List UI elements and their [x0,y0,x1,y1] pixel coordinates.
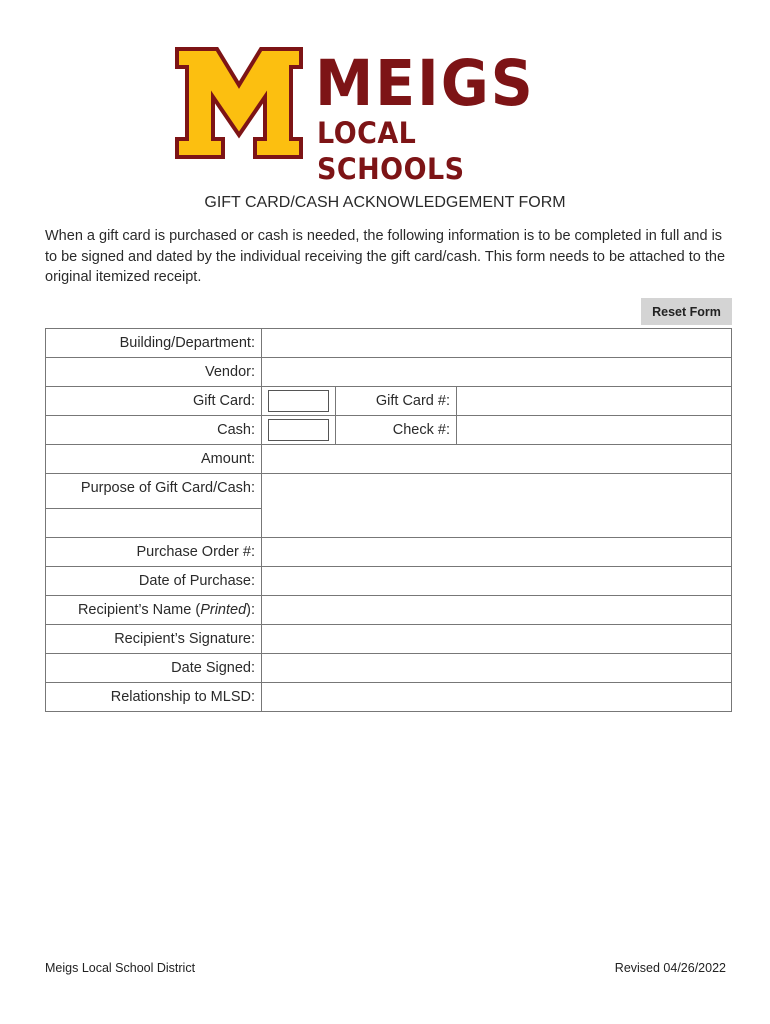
row-gift-card [46,387,732,416]
date-of-purchase-label: Date of Purchase: [46,567,262,596]
m-logo-icon [175,47,303,159]
form-instructions: When a gift card is purchased or cash is needed, the following information is to be completed in full and is to be signed and dated by the individual receiving the gift card/cash. This form needs to be attached to the original itemized receipt. [45,228,726,285]
recipient-name-label [46,596,262,625]
relationship-field[interactable] [262,683,732,712]
cash-checkbox[interactable] [268,419,329,441]
gift-card-checkbox[interactable] [268,390,329,412]
building-label: Building/Department: [46,329,262,358]
recipient-name-field[interactable] [262,596,732,625]
check-number-field[interactable] [457,416,732,445]
po-label: Purchase Order #: [46,538,262,567]
po-field[interactable] [262,538,732,567]
row-purpose [46,474,732,509]
row-vendor [46,358,732,387]
cash-label: Cash: [46,416,262,445]
row-cash [46,416,732,445]
vendor-field[interactable] [262,358,732,387]
gift-card-label: Gift Card: [46,387,262,416]
cash-cell [262,416,336,445]
logo-word-local-schools: LOCAL SCHOOLS [317,116,465,186]
logo-word-meigs: MEIGS [315,47,535,120]
reset-form-button[interactable]: Reset Form [641,298,732,325]
row-date-signed [46,654,732,683]
row-date-purchase [46,567,732,596]
row-building [46,329,732,358]
row-relationship [46,683,732,712]
gift-card-number-field[interactable] [457,387,732,416]
date-of-purchase-field[interactable] [262,567,732,596]
purpose-label: Purpose of Gift Card/Cash: [46,474,262,509]
recipient-name-label-start: Recipient’s Name ( [77,602,201,618]
recipient-name-label-end: ): [246,602,255,618]
date-signed-label: Date Signed: [46,654,262,683]
district-logo [175,47,585,186]
building-field[interactable] [262,329,732,358]
date-signed-field[interactable] [262,654,732,683]
purpose-field[interactable] [262,474,732,538]
row-amount [46,445,732,474]
form-title: GIFT CARD/CASH ACKNOWLEDGEMENT FORM [204,194,566,211]
recipient-signature-field[interactable] [262,625,732,654]
gift-card-number-label: Gift Card #: [336,387,457,416]
amount-label: Amount: [46,445,262,474]
gift-card-cell [262,387,336,416]
row-recipient-name [46,596,732,625]
amount-field[interactable] [262,445,732,474]
row-po [46,538,732,567]
acknowledgement-form-table [45,328,732,712]
purpose-label-blank [46,509,262,538]
footer-revised-date: Revised 04/26/2022 [614,961,726,975]
check-number-label: Check #: [336,416,457,445]
relationship-label: Relationship to MLSD: [46,683,262,712]
vendor-label: Vendor: [46,358,262,387]
footer-district: Meigs Local School District [45,961,196,975]
row-recipient-signature [46,625,732,654]
recipient-signature-label: Recipient’s Signature: [46,625,262,654]
recipient-name-label-italic: Printed [200,602,247,618]
